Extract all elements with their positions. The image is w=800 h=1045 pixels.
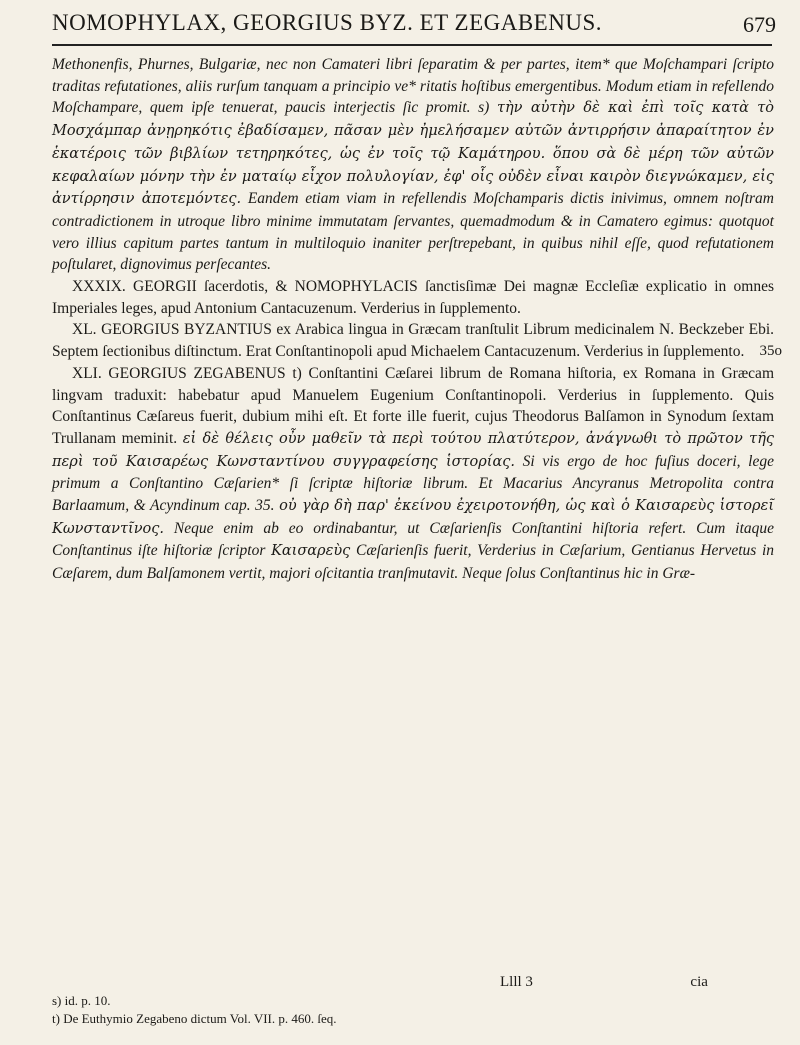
signature-text: Llll 3 xyxy=(500,974,533,990)
signature-mark xyxy=(500,974,708,991)
entry-xl xyxy=(52,319,782,362)
running-head: NOMOPHYLAX, GEORGIUS BYZ. ET ZEGABENUS. xyxy=(52,10,602,35)
entry-xl-text: XL. GEORGIUS BYZANTIUS ex Arabica lingua in Græcam tranſtulit Librum medicinalem N. Beckzeber Ebi. Septem ſectionibus diſtinctum. Erat Conſtantinopoli apud Michaelem Cantacuzenum. Verderius in ſupplemento. xyxy=(52,321,774,361)
entry-xxxix: XXXIX. GEORGII ſacerdotis, & NOMOPHYLACIS ſanctisſimæ Dei magnæ Eccleſiæ explicatio in omnes Imperiales leges, apud Antonium Cantacuzenum. Verderius in ſupplemento. xyxy=(52,278,774,317)
latin-translation-1: Eandem etiam viam in refellendis Moſchamparis dictis inivimus, omnem noſtram contradictionem in utroque libro minime immutatam ſervantes, quemadmodum & in Camatero egimus: quotquot vero illius capitum partes tantum in multiloquio inaniter perſtrepebant, in quibus nihil eſſe, quod refutationem poſtularet, dignovimus perſecantes. xyxy=(52,190,775,274)
catchword: cia xyxy=(690,974,708,990)
header-rule xyxy=(52,44,772,46)
entry-xli-text: XLI. GEORGIUS ZEGABENUS t) Conſtantini Cæſarei librum de Romana hiſtoria, ex Romana in Græcam lingvam traduxit: habebatur apud Manuelem Eugenium Conſtantinopoli. Verderius in ſupplemento. Quis Conſtantinus Cæſareus fuerit, dubium mihi eſt. Et forte ille fuerit, cujus Theodorus Balſamon in Synodum ſextam Trullanam meminit. xyxy=(52,364,774,447)
greek-quotation-1: τὴν αὐτὴν δὲ καὶ ἐπὶ τοῖς κατὰ τὸ Μοσχάμπαρ ἀνῃρηκότις ἐβαδίσαμεν, πᾶσαν μὲν ἠμελήσαμεν αὐτῶν ἀντιρρήσιν ἀπαραίτητον ἐν ἑκατέροις τῶν βιβλίων τετηρηκότες, ὡς ἐν τοῖς τῷ Καμάτηρου. ὅπου σὰ δὲ μέρη τῶν αὐτῶν κεφαλαίων μόνην τὴν ἐν ματαίῳ εἶχον πολυλογίαν, ἐφ' οἷς οὐδὲν εἶναι καιρὸν διεγνώκαμεν, εἰς ἀντίρρησιν ἀποτεμόντες. xyxy=(52,100,774,208)
latin-translation-4: Cæſarienſis fuerit, Verderius in Cæſarium, Gentianus Hervetus in Cæſarem, dum Balſamonem vertit, majori oſcitantia tranſmutavit. Neque ſolus Conſtantinus hic in Græ- xyxy=(52,542,775,583)
greek-word-kaisareus: Καισαρεὺς xyxy=(271,543,351,560)
footnote-s: s) id. p. 10. xyxy=(52,993,111,1008)
margin-number: 35o xyxy=(759,343,782,360)
page-number: 679 xyxy=(743,12,776,37)
footnote-t: t) De Euthymio Zegabeno dictum Vol. VII. p. 460. ſeq. xyxy=(52,1011,337,1026)
paragraph-1-text: Methonenfis, Phurnes, Bulgariæ, nec non Camateri libri ſeparatim & per partes, item* que Moſchampari ſcripto traditas refutationes, aliis rurſum tanquam a principio ve* ritatis hoſtibus emergentibus. Modum etiam in refellendo Moſchampare, quem ipſe tenuerat, paucis interjectis ſic promit. s) xyxy=(52,56,774,117)
greek-quotation-2: εἰ δὲ θέλεις οὖν μαθεῖν τὰ περὶ τούτου πλατύτερον, ἀνάγνωθι τὸ πρῶτον τῆς περὶ τοῦ Καισαρέως Κωνσταντίνου συγγραφείσης ἱστορίας. xyxy=(52,430,775,470)
latin-translation-3: Neque enim ab eo ordinabantur, ut Cæſarienſis Conſtantini hiſtoria refert. Cum itaque Conſtantinus iſte hiſtoriæ ſcriptor xyxy=(52,519,775,560)
latin-translation-2: Si vis ergo de hoc fuſius doceri, lege primum a Conſtantino Cæſarien* ſi ſcriptæ hiſtoriæ librum. Et Macarius Ancyranus Metropolita contra Barlaamum, & Acyndinum cap. 35. xyxy=(52,452,774,515)
footnotes xyxy=(52,992,774,1028)
greek-quotation-3: οὐ γὰρ δὴ παρ' ἐκείνου ἐχειροτονήθη, ὡς καὶ ὁ Καισαρεὺς ἱστορεῖ Κωνσταντῖνος. xyxy=(52,498,775,537)
main-text xyxy=(52,54,782,585)
paragraph-methonensis xyxy=(52,54,774,276)
entry-xli xyxy=(52,363,774,585)
